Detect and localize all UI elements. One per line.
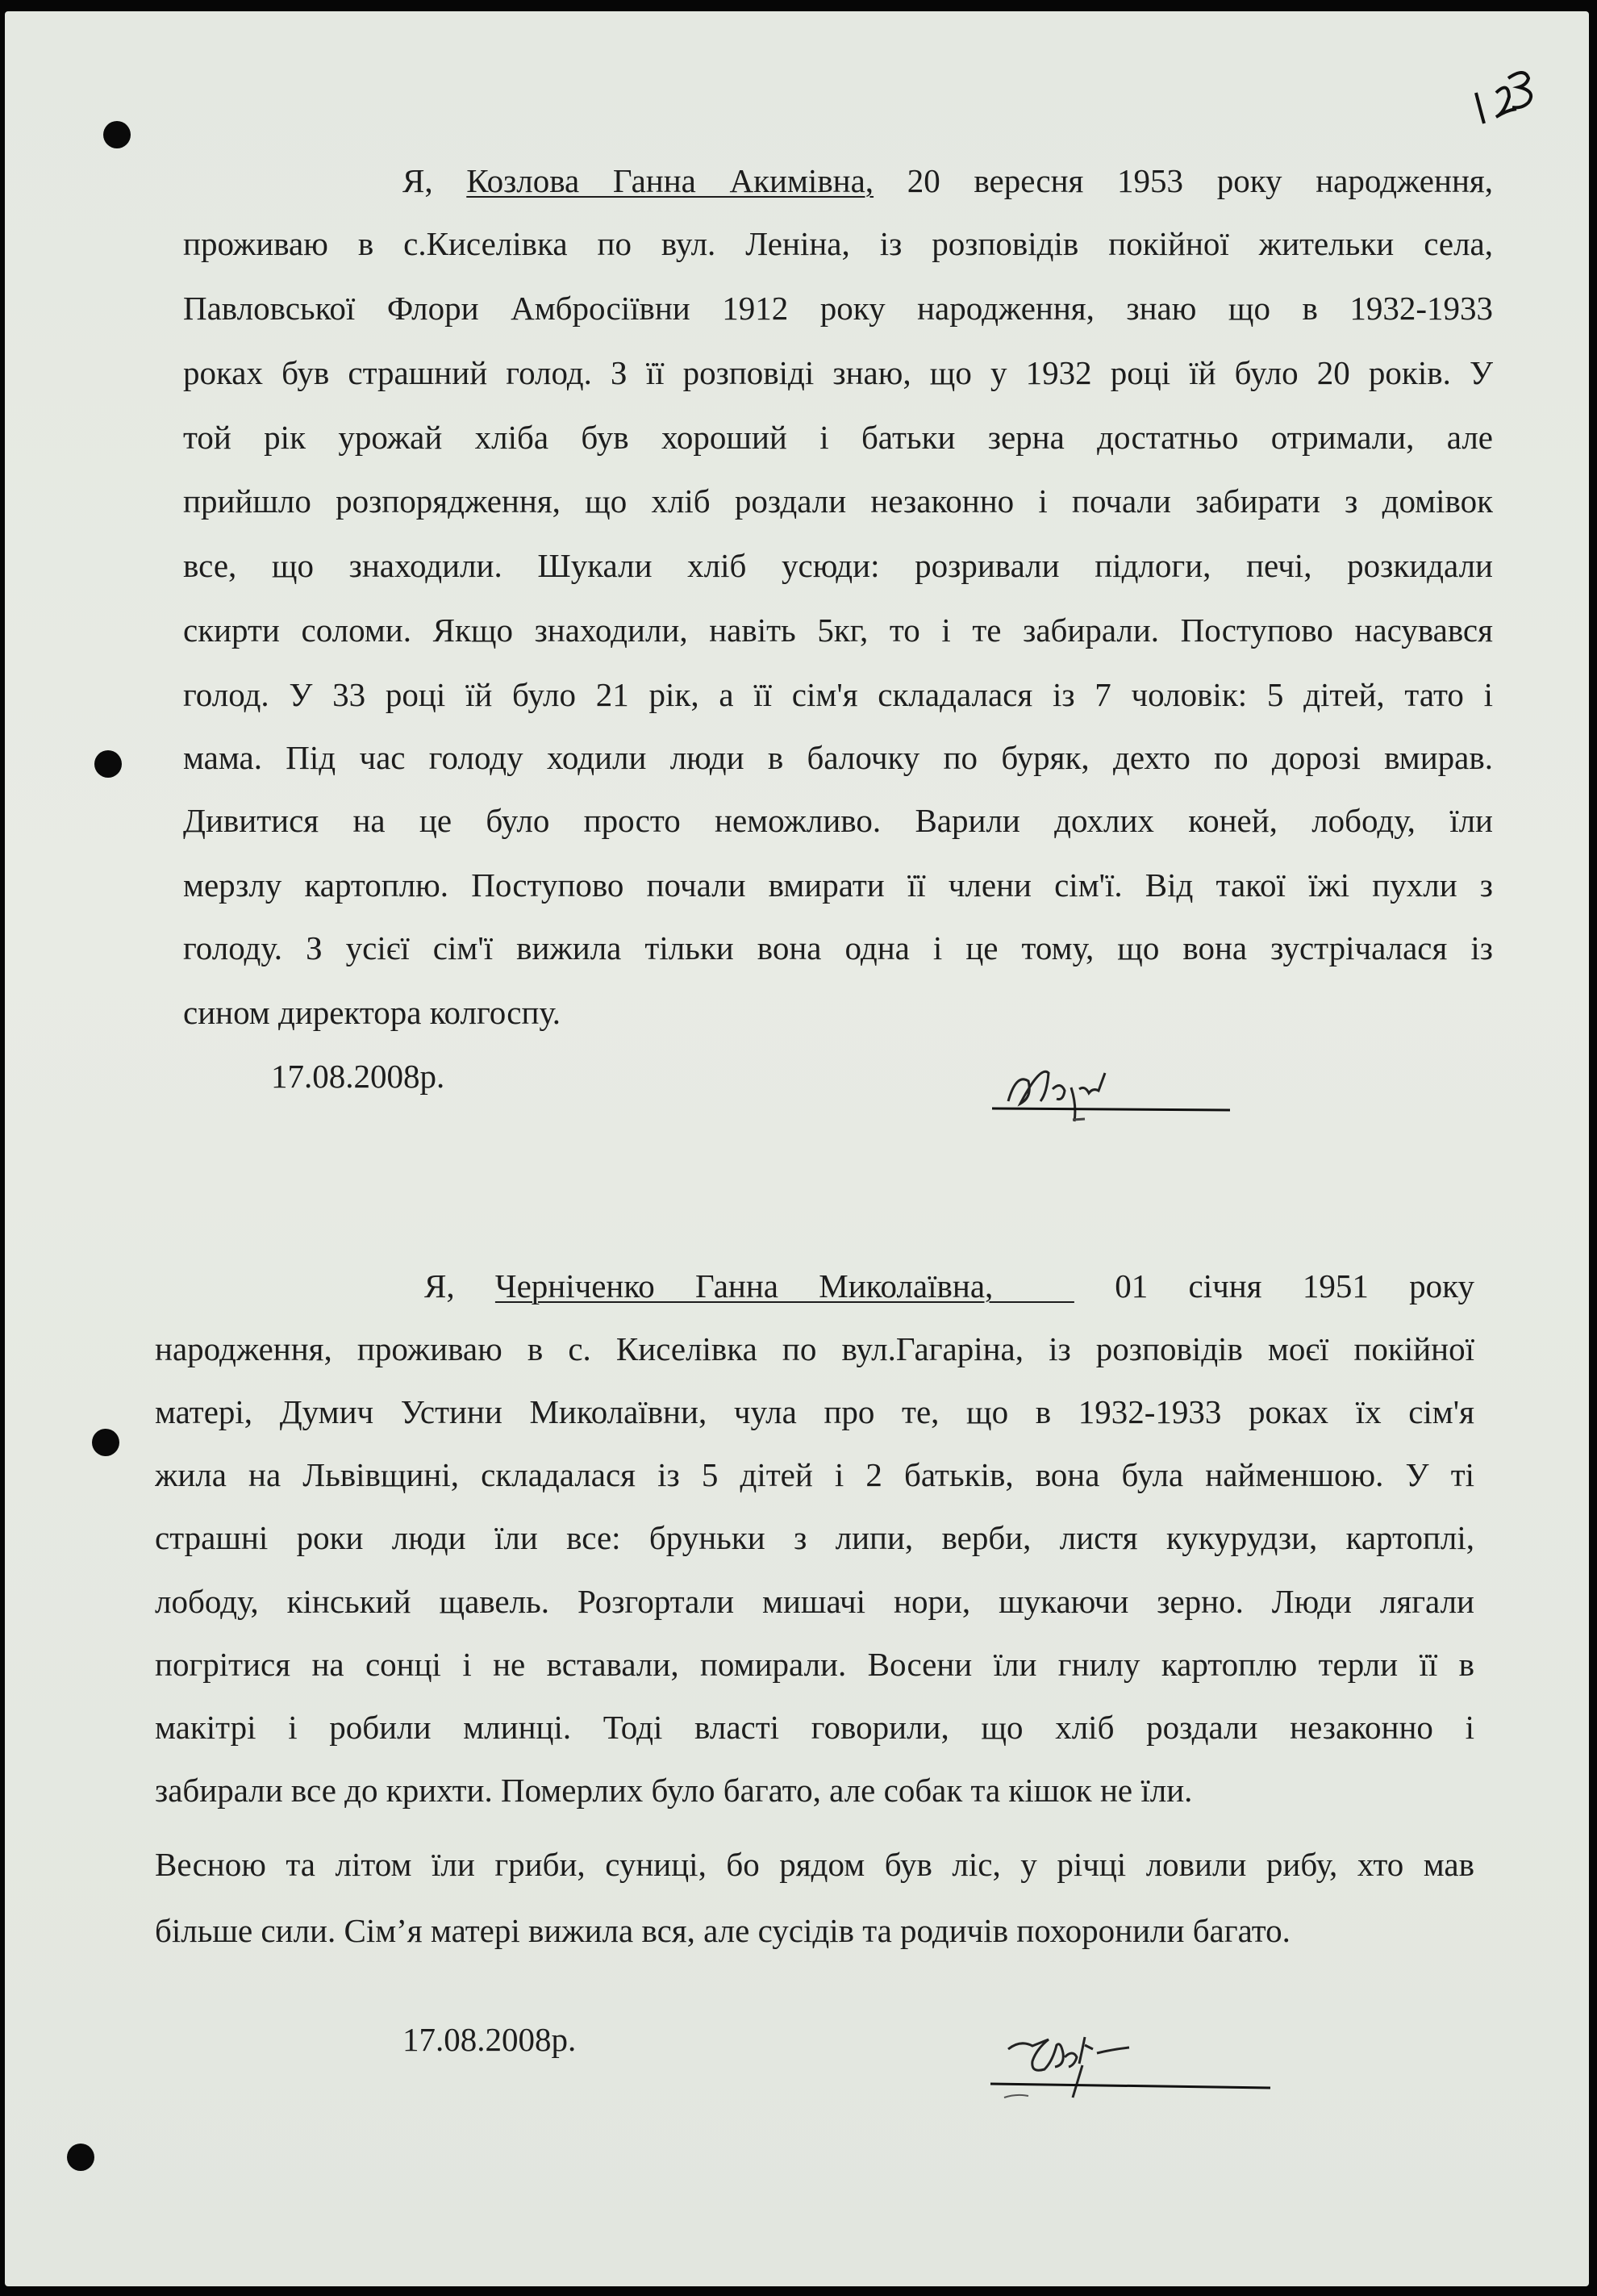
- text-line: мама. Під час голоду ходили люди в балочку по буряк, дехто по дорозі вмирав.: [183, 739, 1493, 776]
- witness-name: Козлова Ганна Акимівна,: [466, 162, 874, 199]
- witness-name: Черніченко Ганна Миколаївна,: [494, 1267, 1074, 1305]
- statement-1-date: 17.08.2008р.: [271, 1058, 445, 1095]
- punch-hole: [67, 2144, 94, 2171]
- text-line: лободу, кінський щавель. Розгортали мишачі нори, шукаючи зерно. Люди лягали: [155, 1583, 1474, 1620]
- intro-rest: 01 січня 1951 року: [1115, 1267, 1474, 1305]
- signature-1: [984, 1057, 1242, 1129]
- text-line: сином директора колгоспу.: [183, 994, 561, 1031]
- text-line: страшні роки люди їли все: бруньки з липи, верби, листя кукурудзи, картоплі,: [155, 1519, 1474, 1556]
- text-line: Дивитися на це було просто неможливо. Варили дохлих коней, лободу, їли: [183, 802, 1493, 839]
- text-line: мерзлу картоплю. Поступово почали вмирати її члени сім'ї. Від такої їжі пухли з: [183, 866, 1493, 904]
- text-line: голоду. З усієї сім'ї вижила тільки вона одна і це тому, що вона зустрічалася із: [183, 929, 1493, 966]
- statement-1-intro: [402, 161, 1493, 200]
- text-line: голод. У 33 році їй було 21 рік, а її сім'я складалася із 7 чоловік: 5 дітей, тато і: [183, 676, 1493, 713]
- text-line: народження, проживаю в с. Киселівка по вул.Гагаріна, із розповідів моєї покійної: [155, 1330, 1474, 1367]
- intro-pronoun: Я,: [402, 162, 433, 199]
- statement-2-intro: [424, 1267, 1474, 1305]
- text-line: все, що знаходили. Шукали хліб усюди: розривали підлоги, печі, розкидали: [183, 547, 1493, 584]
- text-line: матері, Думич Устини Миколаївни, чула про те, що в 1932-1933 роках їх сім'я: [155, 1393, 1474, 1430]
- statement-2-date: 17.08.2008р.: [402, 2021, 577, 2058]
- text-line: забирали все до крихти. Померлих було багато, але собак та кішок не їли.: [155, 1772, 1193, 1809]
- punch-hole: [92, 1429, 119, 1456]
- punch-hole: [103, 121, 131, 148]
- intro-pronoun: Я,: [424, 1267, 455, 1305]
- text-line: Павловської Флори Амбросіївни 1912 року народження, знаю що в 1932-1933: [183, 290, 1493, 327]
- punch-hole: [94, 750, 122, 778]
- text-line: жила на Львівщині, складалася із 5 дітей і 2 батьків, вона була найменшою. У ті: [155, 1456, 1474, 1493]
- text-line: проживаю в с.Киселівка по вул. Леніна, із розповідів покійної жительки села,: [183, 225, 1493, 262]
- text-line: роках був страшний голод. З її розповіді знаю, що у 1932 році їй було 20 років. У: [183, 354, 1493, 391]
- text-line: більше сили. Сім’я матері вижила вся, але сусідів та родичів похоронили багато.: [155, 1912, 1291, 1949]
- text-line: макітрі і робили млинці. Тоді власті говорили, що хліб роздали незаконно і: [155, 1709, 1474, 1746]
- intro-rest: 20 вересня 1953 року народження,: [907, 162, 1493, 199]
- text-line: погрітися на сонці і не вставали, помирали. Восени їли гнилу картоплю терли її в: [155, 1646, 1474, 1683]
- text-line: Весною та літом їли гриби, суниці, бо рядом був ліс, у річці ловили рибу, хто мав: [155, 1846, 1474, 1883]
- text-line: той рік урожай хліба був хороший і батьки зерна достатньо отримали, але: [183, 419, 1493, 456]
- text-line: скирти соломи. Якщо знаходили, навіть 5кг, то і те забирали. Поступово насувався: [183, 612, 1493, 649]
- text-line: прийшло розпорядження, що хліб роздали незаконно і почали забирати з домівок: [183, 482, 1493, 520]
- handwritten-page-number: [1464, 61, 1553, 133]
- signature-2: [984, 2017, 1274, 2106]
